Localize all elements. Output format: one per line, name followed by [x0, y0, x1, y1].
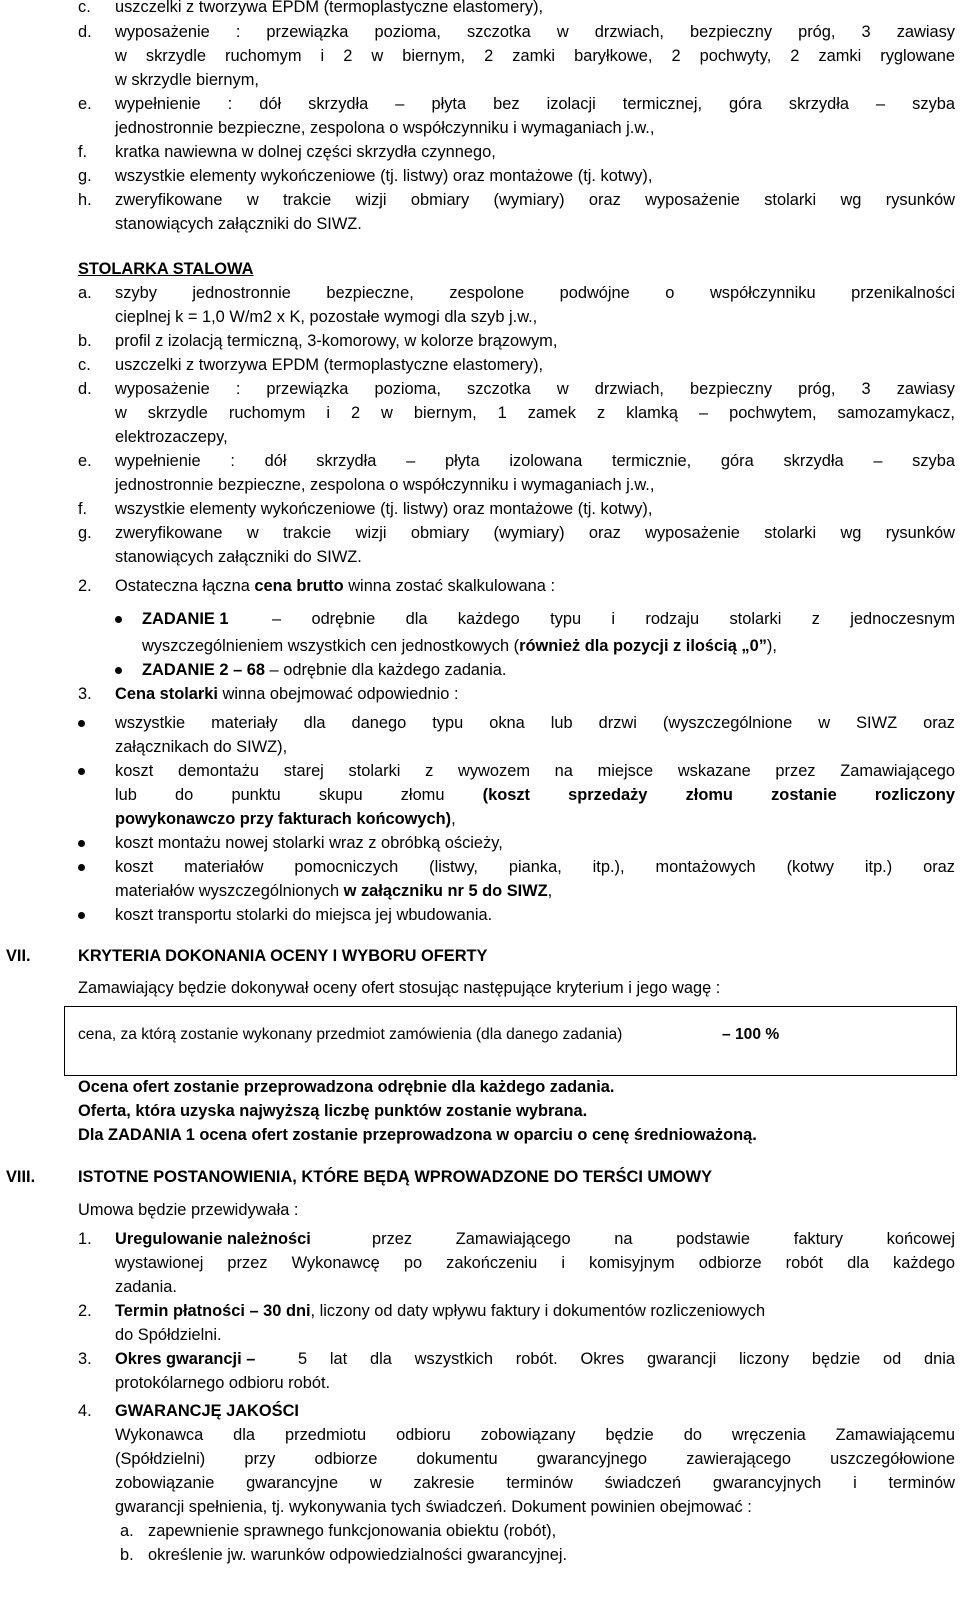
point-number: 2.: [78, 577, 92, 595]
bullet-text: materiałów wyszczególnionych w załączniku nr 5 do SIWZ,: [115, 882, 553, 900]
section-title: ISTOTNE POSTANOWIENIA, KTÓRE BĘDĄ WPROWADZONE DO TERŚCI UMOWY: [78, 1168, 713, 1186]
section-numeral: VII.: [6, 947, 31, 965]
item-text: kratka nawiewna w dolnej części skrzydła czynnego,: [115, 143, 496, 161]
bullet-text: – odrębnie dla każdego typu i rodzaju stolarki z jednoczesnym: [272, 610, 955, 628]
point-text: 5 lat dla wszystkich robót. Okres gwarancji liczony będzie od dnia: [298, 1350, 955, 1368]
bullet-icon: [78, 720, 85, 727]
bullet-text: wszystkie materiały dla danego typu okna lub drzwi (wyszczególnione w SIWZ oraz: [115, 714, 955, 732]
bullet-text: ZADANIE 2 – 68 – odrębnie dla każdego zadania.: [142, 661, 507, 679]
section-heading: STOLARKA STALOWA: [78, 260, 254, 278]
bullet-text: wyszczególnieniem wszystkich cen jednostkowych (również dla pozycji z ilością „0”),: [142, 637, 777, 655]
item-text: wszystkie elementy wykończeniowe (tj. listwy) oraz montażowe (tj. kotwy),: [115, 500, 653, 518]
item-letter: e.: [78, 95, 92, 113]
item-text: wyposażenie : przewiązka pozioma, szczotka w drzwiach, bezpieczny próg, 3 zawiasy: [115, 380, 955, 398]
item-text: elektrozaczepy,: [115, 428, 228, 446]
bullet-text: lub do punktu skupu złomu (koszt sprzedaży złomu zostanie rozliczony: [115, 786, 956, 804]
item-text: zweryfikowane w trakcie wizji obmiary (wymiary) oraz wyposażenie stolarki wg rysunków: [115, 191, 955, 209]
bullet-icon: [115, 667, 122, 674]
item-text: zapewnienie sprawnego funkcjonowania obiektu (robót),: [148, 1522, 557, 1540]
item-text: profil z izolacją termiczną, 3-komorowy, w kolorze brązowym,: [115, 332, 558, 350]
point-text: zobowiązanie gwarancyjne w zakresie terminów świadczeń gwarancyjnych i terminów: [115, 1474, 955, 1492]
item-letter: b.: [120, 1546, 134, 1564]
bullet-text: koszt materiałów pomocniczych (listwy, pianka, itp.), montażowych (kotwy itp.) oraz: [115, 858, 955, 876]
point-number: 2.: [78, 1302, 92, 1320]
item-letter: e.: [78, 452, 92, 470]
bullet-text: koszt montażu nowej stolarki wraz z obróbką ościeży,: [115, 834, 503, 852]
criterion-weight: – 100 %: [722, 1026, 780, 1043]
item-text: w skrzydle biernym,: [115, 71, 259, 89]
bullet-icon: [78, 912, 85, 919]
item-text: zweryfikowane w trakcie wizji obmiary (wymiary) oraz wyposażenie stolarki wg rysunków: [115, 524, 955, 542]
item-text: szyby jednostronnie bezpieczne, zespolone podwójne o współczynniku przenikalności: [115, 284, 955, 302]
item-text: cieplnej k = 1,0 W/m2 x K, pozostałe wymogi dla szyb j.w.,: [115, 308, 538, 326]
point-number: 1.: [78, 1230, 92, 1248]
point-bold: Uregulowanie należności: [115, 1230, 311, 1248]
point-text: zadania.: [115, 1278, 177, 1296]
item-letter: a.: [120, 1522, 134, 1540]
point-text: (Spółdzielni) przy odbiorze dokumentu gwarancyjnego zawierającego uszczegółowione: [115, 1450, 955, 1468]
item-letter: f.: [78, 143, 88, 161]
item-text: określenie jw. warunków odpowiedzialności gwarancyjnej.: [148, 1546, 568, 1564]
item-text: jednostronnie bezpieczne, zespolona o współczynniku i wymaganiach j.w.,: [115, 119, 655, 137]
item-text: uszczelki z tworzywa EPDM (termoplastyczne elastomery),: [115, 356, 544, 374]
item-text: wszystkie elementy wykończeniowe (tj. listwy) oraz montażowe (tj. kotwy),: [115, 167, 653, 185]
section-title: KRYTERIA DOKONANIA OCENY I WYBORU OFERTY: [78, 947, 488, 965]
bullet-text: koszt demontażu starej stolarki z wywozem na miejsce wskazane przez Zamawiającego: [115, 762, 955, 780]
item-text: stanowiących załączniki do SIWZ.: [115, 215, 362, 233]
point-text: protokólarnego odbioru robót.: [115, 1374, 331, 1392]
bullet-text: załącznikach do SIWZ),: [115, 738, 288, 756]
section-intro: Umowa będzie przewidywała :: [78, 1201, 299, 1219]
point-text: Wykonawca dla przedmiotu odbioru zobowiązany będzie do wręczenia Zamawiającemu: [115, 1426, 955, 1444]
point-text: Termin płatności – 30 dni, liczony od daty wpływu faktury i dokumentów rozliczeniowych: [115, 1302, 766, 1320]
item-letter: d.: [78, 380, 92, 398]
point-number: 3.: [78, 1350, 92, 1368]
item-text: wypełnienie : dół skrzydła – płyta bez izolacji termicznej, góra skrzydła – szyba: [115, 95, 955, 113]
bullet-bold: ZADANIE 1: [142, 610, 229, 628]
item-text: uszczelki z tworzywa EPDM (termoplastyczne elastomery),: [115, 0, 544, 16]
bullet-text: powykonawczo przy fakturach końcowych),: [115, 810, 456, 828]
item-letter: h.: [78, 191, 92, 209]
item-text: w skrzydle ruchomym i 2 w biernym, 1 zamek z klamką – pochwytem, samozamykacz,: [115, 404, 955, 422]
item-text: wyposażenie : przewiązka pozioma, szczotka w drzwiach, bezpieczny próg, 3 zawiasy: [115, 23, 955, 41]
item-text: stanowiących załączniki do SIWZ.: [115, 548, 362, 566]
item-letter: g.: [78, 524, 92, 542]
item-text: jednostronnie bezpieczne, zespolona o współczynniku i wymaganiach j.w.,: [115, 476, 655, 494]
evaluation-note: Oferta, która uzyska najwyższą liczbę punktów zostanie wybrana.: [78, 1102, 588, 1120]
point-bold: Okres gwarancji –: [115, 1350, 256, 1368]
bullet-icon: [78, 768, 85, 775]
bullet-text: koszt transportu stolarki do miejsca jej wbudowania.: [115, 906, 493, 924]
evaluation-note: Ocena ofert zostanie przeprowadzona odrębnie dla każdego zadania.: [78, 1078, 615, 1096]
point-text: wystawionej przez Wykonawcę po zakończeniu i komisyjnym odbiorze robót dla każdego: [115, 1254, 955, 1272]
point-number: 3.: [78, 685, 92, 703]
item-letter: b.: [78, 332, 92, 350]
bullet-icon: [78, 864, 85, 871]
item-letter: g.: [78, 167, 92, 185]
point-number: 4.: [78, 1402, 92, 1420]
point-text: Cena stolarki winna obejmować odpowiednio :: [115, 685, 459, 703]
item-letter: d.: [78, 23, 92, 41]
point-bold: GWARANCJĘ JAKOŚCI: [115, 1402, 299, 1420]
section-intro: Zamawiający będzie dokonywał oceny ofert stosując następujące kryterium i jego wagę :: [78, 979, 721, 997]
item-text: w skrzydle ruchomym i 2 w biernym, 2 zamki baryłkowe, 2 pochwyty, 2 zamki ryglowane: [115, 47, 955, 65]
item-letter: a.: [78, 284, 92, 302]
point-text: Ostateczna łączna cena brutto winna zostać skalkulowana :: [115, 577, 556, 595]
point-text: do Spółdzielni.: [115, 1326, 222, 1344]
item-letter: f.: [78, 500, 88, 518]
bullet-icon: [78, 840, 85, 847]
section-numeral: VIII.: [6, 1168, 36, 1186]
point-text: gwarancji spełnienia, tj. wykonywania tych świadczeń. Dokument powinien obejmować :: [115, 1498, 752, 1516]
item-letter: c.: [78, 356, 91, 374]
criterion-text: cena, za którą zostanie wykonany przedmiot zamówienia (dla danego zadania): [78, 1026, 623, 1043]
bullet-icon: [115, 616, 122, 623]
item-letter: c.: [78, 0, 91, 16]
point-text: przez Zamawiającego na podstawie faktury końcowej: [372, 1230, 955, 1248]
evaluation-note: Dla ZADANIA 1 ocena ofert zostanie przeprowadzona w oparciu o cenę średnioważoną.: [78, 1126, 757, 1144]
item-text: wypełnienie : dół skrzydła – płyta izolowana termicznie, góra skrzydła – szyba: [115, 452, 955, 470]
